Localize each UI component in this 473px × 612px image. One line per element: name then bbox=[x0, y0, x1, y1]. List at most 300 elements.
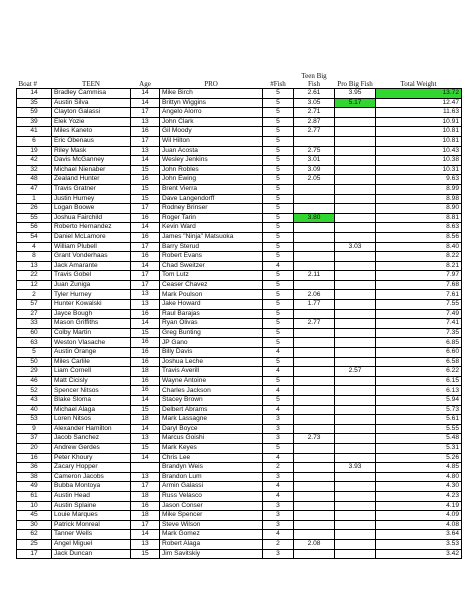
table-row bbox=[17, 156, 462, 166]
cell-fish-count: 5 bbox=[263, 127, 294, 137]
cell-age: 15 bbox=[131, 328, 160, 338]
cell-total-weight: 8.81 bbox=[376, 213, 462, 223]
cell-pro-big-fish bbox=[335, 127, 376, 137]
cell-teen-big-fish bbox=[294, 357, 335, 367]
cell-fish-count: 4 bbox=[263, 453, 294, 463]
cell-teen-big-fish bbox=[294, 252, 335, 262]
cell-total-weight: 11.63 bbox=[376, 108, 462, 118]
cell-teen: Juan Zuniga bbox=[52, 280, 131, 290]
cell-total-weight: 4.23 bbox=[376, 491, 462, 501]
cell-total-weight: 3.42 bbox=[376, 549, 462, 559]
cell-teen: Colby Martin bbox=[52, 328, 131, 338]
cell-boat: 43 bbox=[17, 396, 52, 406]
cell-total-weight: 10.43 bbox=[376, 146, 462, 156]
cell-fish-count: 4 bbox=[263, 348, 294, 358]
cell-pro-big-fish bbox=[335, 415, 376, 425]
cell-fish-count: 4 bbox=[263, 491, 294, 501]
cell-boat: 13 bbox=[17, 261, 52, 271]
cell-boat: 49 bbox=[17, 482, 52, 492]
cell-pro-big-fish bbox=[335, 405, 376, 415]
cell-teen-big-fish bbox=[294, 405, 335, 415]
cell-fish-count: 5 bbox=[263, 194, 294, 204]
cell-total-weight: 8.21 bbox=[376, 261, 462, 271]
cell-teen-big-fish bbox=[294, 348, 335, 358]
cell-pro-big-fish: 2.57 bbox=[335, 367, 376, 377]
cell-total-weight: 5.26 bbox=[376, 453, 462, 463]
cell-fish-count: 5 bbox=[263, 300, 294, 310]
cell-pro: Mike Birch bbox=[160, 89, 263, 99]
table-row bbox=[17, 501, 462, 511]
cell-boat: 47 bbox=[17, 184, 52, 194]
cell-teen: Andrew Gerdes bbox=[52, 443, 131, 453]
cell-teen-big-fish: 2.75 bbox=[294, 146, 335, 156]
cell-fish-count: 3 bbox=[263, 511, 294, 521]
cell-teen: Mason Griffiths bbox=[52, 319, 131, 329]
cell-total-weight: 12.47 bbox=[376, 98, 462, 108]
cell-fish-count: 5 bbox=[263, 443, 294, 453]
cell-age: 14 bbox=[131, 98, 160, 108]
cell-total-weight: 10.81 bbox=[376, 136, 462, 146]
cell-pro: Jake Howard bbox=[160, 300, 263, 310]
cell-pro-big-fish: 5.17 bbox=[335, 98, 376, 108]
cell-teen: Logan Boowe bbox=[52, 204, 131, 214]
cell-age: 16 bbox=[131, 357, 160, 367]
cell-pro: Chad Sweitzer bbox=[160, 261, 263, 271]
cell-teen: Davis McGanney bbox=[52, 156, 131, 166]
cell-pro: Russ Velasco bbox=[160, 491, 263, 501]
cell-pro-big-fish bbox=[335, 376, 376, 386]
cell-total-weight: 7.55 bbox=[376, 300, 462, 310]
cell-age: 13 bbox=[131, 117, 160, 127]
cell-pro-big-fish bbox=[335, 136, 376, 146]
cell-teen: Alexander Hamilton bbox=[52, 424, 131, 434]
cell-teen: Austin Silva bbox=[52, 98, 131, 108]
cell-total-weight: 5.48 bbox=[376, 434, 462, 444]
table-row bbox=[17, 136, 462, 146]
table-row bbox=[17, 98, 462, 108]
cell-pro-big-fish bbox=[335, 511, 376, 521]
table-body bbox=[17, 89, 462, 559]
cell-total-weight: 6.13 bbox=[376, 386, 462, 396]
cell-teen-big-fish bbox=[294, 549, 335, 559]
cell-age: 14 bbox=[131, 424, 160, 434]
cell-age: 17 bbox=[131, 242, 160, 252]
cell-fish-count: 4 bbox=[263, 405, 294, 415]
header-total-weight: Total Weight bbox=[376, 64, 462, 89]
cell-total-weight: 5.55 bbox=[376, 424, 462, 434]
cell-teen-big-fish: 3.01 bbox=[294, 156, 335, 166]
cell-teen: Peter Khoury bbox=[52, 453, 131, 463]
cell-fish-count: 5 bbox=[263, 232, 294, 242]
cell-fish-count: 4 bbox=[263, 482, 294, 492]
cell-age: 14 bbox=[131, 89, 160, 99]
cell-teen-big-fish: 3.80 bbox=[294, 213, 335, 223]
table-row bbox=[17, 309, 462, 319]
table-row bbox=[17, 290, 462, 300]
cell-boat: 1 bbox=[17, 194, 52, 204]
cell-teen-big-fish bbox=[294, 482, 335, 492]
table-row bbox=[17, 146, 462, 156]
cell-teen: Daniel McLamore bbox=[52, 232, 131, 242]
cell-boat: 20 bbox=[17, 443, 52, 453]
cell-age: 18 bbox=[131, 367, 160, 377]
cell-teen: Spencer Nitsos bbox=[52, 386, 131, 396]
cell-age: 16 bbox=[131, 386, 160, 396]
cell-teen-big-fish bbox=[294, 386, 335, 396]
cell-fish-count: 5 bbox=[263, 396, 294, 406]
table-row bbox=[17, 271, 462, 281]
cell-teen-big-fish: 2.05 bbox=[294, 175, 335, 185]
cell-fish-count: 5 bbox=[263, 223, 294, 233]
cell-boat: 52 bbox=[17, 386, 52, 396]
cell-teen: Zacary Hopper bbox=[52, 463, 131, 473]
cell-boat: 50 bbox=[17, 357, 52, 367]
cell-pro: Daryl Boyce bbox=[160, 424, 263, 434]
cell-teen: Louie Marques bbox=[52, 511, 131, 521]
cell-age: 15 bbox=[131, 549, 160, 559]
cell-teen: Bubba Montoya bbox=[52, 482, 131, 492]
cell-pro-big-fish bbox=[335, 424, 376, 434]
cell-teen-big-fish: 2.06 bbox=[294, 290, 335, 300]
cell-pro: Brandyn Weis bbox=[160, 463, 263, 473]
cell-boat: 5 bbox=[17, 348, 52, 358]
cell-total-weight: 7.41 bbox=[376, 319, 462, 329]
cell-pro-big-fish bbox=[335, 290, 376, 300]
table-row bbox=[17, 482, 462, 492]
cell-boat: 38 bbox=[17, 472, 52, 482]
cell-pro-big-fish bbox=[335, 328, 376, 338]
cell-teen-big-fish bbox=[294, 328, 335, 338]
cell-pro-big-fish bbox=[335, 396, 376, 406]
cell-boat: 4 bbox=[17, 242, 52, 252]
table-row bbox=[17, 223, 462, 233]
table-row bbox=[17, 280, 462, 290]
cell-teen-big-fish bbox=[294, 520, 335, 530]
cell-pro: Tom Lutz bbox=[160, 271, 263, 281]
cell-teen: Clayton Galassi bbox=[52, 108, 131, 118]
cell-total-weight: 4.19 bbox=[376, 501, 462, 511]
cell-pro: Barry Sterud bbox=[160, 242, 263, 252]
table-row bbox=[17, 213, 462, 223]
cell-fish-count: 5 bbox=[263, 89, 294, 99]
table-row bbox=[17, 348, 462, 358]
cell-teen: Angel Miguel bbox=[52, 539, 131, 549]
cell-teen: Joshua Fairchild bbox=[52, 213, 131, 223]
cell-fish-count: 5 bbox=[263, 357, 294, 367]
cell-boat: 14 bbox=[17, 89, 52, 99]
cell-pro-big-fish: 3.95 bbox=[335, 89, 376, 99]
cell-pro: Robert Evans bbox=[160, 252, 263, 262]
cell-teen-big-fish bbox=[294, 223, 335, 233]
cell-pro-big-fish bbox=[335, 280, 376, 290]
cell-teen-big-fish bbox=[294, 415, 335, 425]
cell-total-weight: 9.63 bbox=[376, 175, 462, 185]
cell-teen-big-fish bbox=[294, 376, 335, 386]
cell-age: 18 bbox=[131, 491, 160, 501]
cell-pro-big-fish bbox=[335, 501, 376, 511]
table-row bbox=[17, 434, 462, 444]
cell-age: 13 bbox=[131, 472, 160, 482]
cell-age: 16 bbox=[131, 252, 160, 262]
cell-total-weight: 7.68 bbox=[376, 280, 462, 290]
cell-pro: Delbert Abrams bbox=[160, 405, 263, 415]
cell-teen: Patrick Monreal bbox=[52, 520, 131, 530]
cell-total-weight: 4.80 bbox=[376, 472, 462, 482]
cell-boat: 55 bbox=[17, 213, 52, 223]
cell-boat: 63 bbox=[17, 338, 52, 348]
cell-teen-big-fish: 2.87 bbox=[294, 117, 335, 127]
cell-fish-count: 4 bbox=[263, 386, 294, 396]
cell-teen-big-fish bbox=[294, 396, 335, 406]
table-row bbox=[17, 463, 462, 473]
cell-total-weight: 7.61 bbox=[376, 290, 462, 300]
cell-teen-big-fish: 2.71 bbox=[294, 108, 335, 118]
results-table bbox=[16, 64, 462, 559]
cell-teen: Blake Sloma bbox=[52, 396, 131, 406]
cell-age: 16 bbox=[131, 338, 160, 348]
table-row bbox=[17, 405, 462, 415]
cell-age: 13 bbox=[131, 434, 160, 444]
cell-boat: 61 bbox=[17, 491, 52, 501]
cell-pro-big-fish bbox=[335, 108, 376, 118]
table-row bbox=[17, 252, 462, 262]
cell-age: 15 bbox=[131, 405, 160, 415]
cell-fish-count: 3 bbox=[263, 434, 294, 444]
cell-pro: Wesley Jenkins bbox=[160, 156, 263, 166]
cell-teen: Austin Head bbox=[52, 491, 131, 501]
cell-boat: 56 bbox=[17, 223, 52, 233]
cell-teen: Jacob Sanchez bbox=[52, 434, 131, 444]
table-row bbox=[17, 300, 462, 310]
cell-pro-big-fish bbox=[335, 146, 376, 156]
cell-boat: 62 bbox=[17, 530, 52, 540]
cell-fish-count: 3 bbox=[263, 424, 294, 434]
table-row bbox=[17, 328, 462, 338]
cell-boat: 25 bbox=[17, 539, 52, 549]
table-row bbox=[17, 367, 462, 377]
cell-teen: Loren Nitsos bbox=[52, 415, 131, 425]
cell-boat: 9 bbox=[17, 424, 52, 434]
cell-fish-count: 5 bbox=[263, 252, 294, 262]
cell-teen: Hunter Kowalski bbox=[52, 300, 131, 310]
cell-age: 13 bbox=[131, 539, 160, 549]
cell-pro-big-fish bbox=[335, 319, 376, 329]
cell-boat: 33 bbox=[17, 319, 52, 329]
cell-teen-big-fish bbox=[294, 367, 335, 377]
cell-pro: Chris Lee bbox=[160, 453, 263, 463]
cell-teen-big-fish bbox=[294, 194, 335, 204]
cell-age: 16 bbox=[131, 309, 160, 319]
cell-boat: 54 bbox=[17, 232, 52, 242]
cell-pro: Mark Lassagne bbox=[160, 415, 263, 425]
cell-boat: 6 bbox=[17, 136, 52, 146]
cell-total-weight: 7.97 bbox=[376, 271, 462, 281]
cell-total-weight: 7.49 bbox=[376, 309, 462, 319]
cell-boat: 2 bbox=[17, 290, 52, 300]
table-row bbox=[17, 89, 462, 99]
cell-age: 14 bbox=[131, 396, 160, 406]
cell-fish-count: 5 bbox=[263, 117, 294, 127]
cell-boat: 30 bbox=[17, 520, 52, 530]
cell-pro: Roger Tarin bbox=[160, 213, 263, 223]
cell-pro: Brittyn Wiggins bbox=[160, 98, 263, 108]
table-row bbox=[17, 261, 462, 271]
cell-teen-big-fish: 2.08 bbox=[294, 539, 335, 549]
table-row bbox=[17, 511, 462, 521]
cell-boat: 12 bbox=[17, 280, 52, 290]
cell-total-weight: 4.09 bbox=[376, 511, 462, 521]
cell-pro: James "Ninja" Matsuoka bbox=[160, 232, 263, 242]
cell-pro-big-fish bbox=[335, 549, 376, 559]
cell-age: 14 bbox=[131, 530, 160, 540]
cell-teen-big-fish: 2.11 bbox=[294, 271, 335, 281]
cell-pro-big-fish bbox=[335, 252, 376, 262]
cell-total-weight: 5.61 bbox=[376, 415, 462, 425]
cell-fish-count: 5 bbox=[263, 98, 294, 108]
cell-pro: Billy Davis bbox=[160, 348, 263, 358]
cell-total-weight: 10.91 bbox=[376, 117, 462, 127]
cell-pro-big-fish bbox=[335, 386, 376, 396]
cell-pro-big-fish bbox=[335, 194, 376, 204]
cell-teen: Grant Vonderhaas bbox=[52, 252, 131, 262]
table-row bbox=[17, 396, 462, 406]
cell-boat: 22 bbox=[17, 271, 52, 281]
table-row bbox=[17, 108, 462, 118]
table-row bbox=[17, 539, 462, 549]
cell-age: 17 bbox=[131, 280, 160, 290]
cell-age: 17 bbox=[131, 271, 160, 281]
cell-pro: Robert Alaga bbox=[160, 539, 263, 549]
cell-teen: Jack Duncan bbox=[52, 549, 131, 559]
cell-total-weight: 6.85 bbox=[376, 338, 462, 348]
cell-age: 16 bbox=[131, 127, 160, 137]
table-row bbox=[17, 242, 462, 252]
header-pro: PRO bbox=[160, 64, 263, 89]
cell-pro-big-fish bbox=[335, 434, 376, 444]
table-row bbox=[17, 520, 462, 530]
cell-teen: Michael Nienaber bbox=[52, 165, 131, 175]
cell-teen: Elek Yozie bbox=[52, 117, 131, 127]
cell-boat: 41 bbox=[17, 127, 52, 137]
cell-pro-big-fish bbox=[335, 530, 376, 540]
cell-age: 15 bbox=[131, 194, 160, 204]
cell-age: 13 bbox=[131, 290, 160, 300]
table-header bbox=[17, 64, 462, 89]
cell-fish-count: 2 bbox=[263, 463, 294, 473]
header-pro-big-fish: Pro Big Fish bbox=[335, 64, 376, 89]
cell-age: 17 bbox=[131, 482, 160, 492]
cell-teen-big-fish bbox=[294, 261, 335, 271]
cell-total-weight: 13.72 bbox=[376, 89, 462, 99]
cell-teen-big-fish bbox=[294, 232, 335, 242]
table-row bbox=[17, 184, 462, 194]
cell-boat: 26 bbox=[17, 204, 52, 214]
cell-teen: Tanner Wells bbox=[52, 530, 131, 540]
table-row bbox=[17, 424, 462, 434]
cell-age: 13 bbox=[131, 300, 160, 310]
cell-pro: Greg Bunting bbox=[160, 328, 263, 338]
cell-pro: Wil Hilton bbox=[160, 136, 263, 146]
cell-pro-big-fish bbox=[335, 472, 376, 482]
cell-total-weight: 8.98 bbox=[376, 194, 462, 204]
cell-fish-count: 3 bbox=[263, 415, 294, 425]
cell-age: 13 bbox=[131, 146, 160, 156]
cell-teen: Travis Gobel bbox=[52, 271, 131, 281]
cell-fish-count: 5 bbox=[263, 290, 294, 300]
cell-age: 14 bbox=[131, 156, 160, 166]
cell-teen-big-fish bbox=[294, 309, 335, 319]
cell-total-weight: 3.64 bbox=[376, 530, 462, 540]
cell-fish-count: 5 bbox=[263, 319, 294, 329]
cell-teen-big-fish bbox=[294, 530, 335, 540]
cell-pro: John Clark bbox=[160, 117, 263, 127]
cell-pro: Rodney Brinser bbox=[160, 204, 263, 214]
cell-total-weight: 10.31 bbox=[376, 165, 462, 175]
cell-total-weight: 8.40 bbox=[376, 242, 462, 252]
cell-teen-big-fish bbox=[294, 184, 335, 194]
cell-teen: Cameron Jacobs bbox=[52, 472, 131, 482]
table-row bbox=[17, 472, 462, 482]
cell-total-weight: 5.94 bbox=[376, 396, 462, 406]
cell-teen-big-fish: 2.73 bbox=[294, 434, 335, 444]
cell-boat: 27 bbox=[17, 309, 52, 319]
cell-pro: Mark Poulson bbox=[160, 290, 263, 300]
cell-age: 16 bbox=[131, 232, 160, 242]
table-row bbox=[17, 127, 462, 137]
cell-pro-big-fish bbox=[335, 184, 376, 194]
cell-teen-big-fish bbox=[294, 472, 335, 482]
table-row bbox=[17, 376, 462, 386]
cell-pro-big-fish bbox=[335, 165, 376, 175]
cell-fish-count: 4 bbox=[263, 367, 294, 377]
cell-fish-count: 3 bbox=[263, 501, 294, 511]
cell-fish-count: 3 bbox=[263, 472, 294, 482]
cell-fish-count: 5 bbox=[263, 213, 294, 223]
cell-teen: Michael Alaga bbox=[52, 405, 131, 415]
cell-fish-count: 5 bbox=[263, 309, 294, 319]
cell-pro-big-fish bbox=[335, 309, 376, 319]
cell-boat: 57 bbox=[17, 300, 52, 310]
cell-pro: JP Gano bbox=[160, 338, 263, 348]
cell-age: 16 bbox=[131, 501, 160, 511]
cell-age: 15 bbox=[131, 184, 160, 194]
cell-fish-count: 5 bbox=[263, 280, 294, 290]
cell-pro-big-fish bbox=[335, 338, 376, 348]
cell-total-weight: 5.73 bbox=[376, 405, 462, 415]
cell-fish-count: 5 bbox=[263, 184, 294, 194]
cell-pro: Stacey Brown bbox=[160, 396, 263, 406]
cell-pro-big-fish bbox=[335, 357, 376, 367]
cell-age: 17 bbox=[131, 136, 160, 146]
cell-boat: 35 bbox=[17, 98, 52, 108]
cell-pro-big-fish bbox=[335, 348, 376, 358]
cell-total-weight: 8.99 bbox=[376, 184, 462, 194]
cell-teen: Jack Amarante bbox=[52, 261, 131, 271]
cell-pro: Mark Keyes bbox=[160, 443, 263, 453]
cell-fish-count: 5 bbox=[263, 271, 294, 281]
cell-teen: William Plubell bbox=[52, 242, 131, 252]
cell-boat: 29 bbox=[17, 367, 52, 377]
cell-age: 17 bbox=[131, 520, 160, 530]
cell-teen: Jayce Bough bbox=[52, 309, 131, 319]
cell-pro: John Ewing bbox=[160, 175, 263, 185]
cell-age: 16 bbox=[131, 213, 160, 223]
table-row bbox=[17, 453, 462, 463]
cell-fish-count: 5 bbox=[263, 376, 294, 386]
cell-age bbox=[131, 463, 160, 473]
cell-boat: 17 bbox=[17, 549, 52, 559]
cell-boat: 8 bbox=[17, 252, 52, 262]
